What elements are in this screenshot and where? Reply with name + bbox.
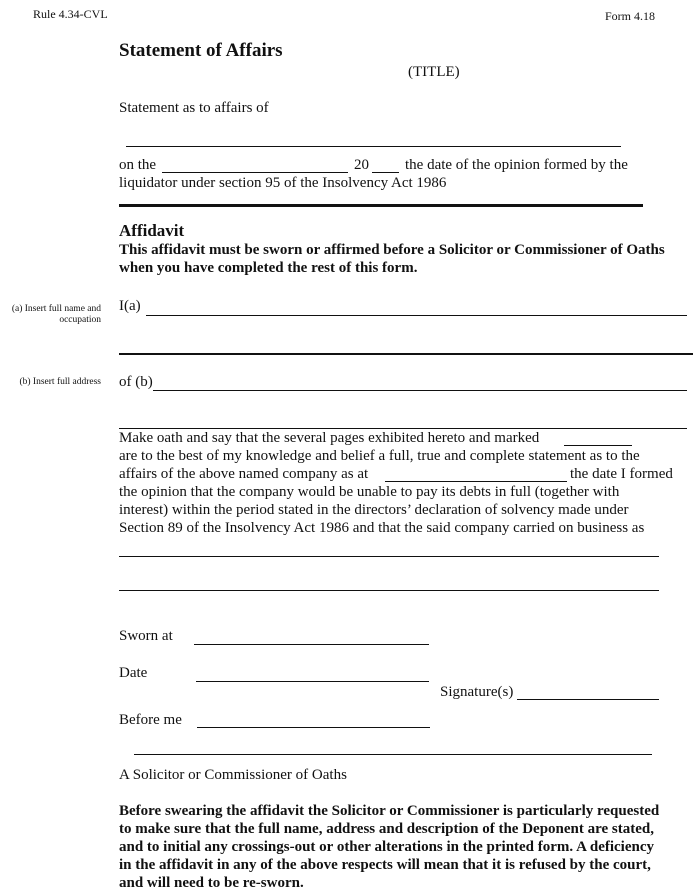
sworn-at-label: Sworn at — [119, 628, 173, 644]
margin-note-b: (b) Insert full address — [19, 377, 101, 387]
form-number: Form 4.18 — [605, 9, 656, 23]
footer-line-3: and to initial any crossings-out or other alterations in the printed form. A deficiency — [119, 839, 654, 855]
before-me-field[interactable] — [197, 713, 430, 728]
oath-line-1: Make oath and say that the several pages exhibited hereto and marked — [119, 430, 540, 446]
footer-line-5: and will need to be re-sworn. — [119, 875, 304, 891]
oath-line-3b: the date I formed — [570, 466, 673, 482]
liquidator-text: liquidator under section 95 of the Insolvency Act 1986 — [119, 175, 447, 191]
commissioner-signature-field[interactable] — [134, 740, 652, 755]
rule-reference: Rule 4.34-CVL — [33, 7, 108, 21]
signature-field[interactable] — [517, 685, 659, 700]
business-field-2[interactable] — [119, 576, 659, 591]
address-label: of (b) — [119, 374, 153, 390]
affidavit-heading: Affidavit — [119, 221, 185, 240]
occupation-line — [119, 353, 693, 355]
date-label: Date — [119, 665, 148, 681]
oath-line-6: Section 89 of the Insolvency Act 1986 and that the said company carried on business as — [119, 520, 645, 536]
name-label: I(a) — [119, 298, 141, 314]
sworn-date-field[interactable] — [196, 667, 429, 682]
exhibit-mark-field[interactable] — [564, 431, 632, 446]
oath-line-4: the opinion that the company would be unable to pay its debts in full (together with — [119, 484, 620, 500]
as-at-date-field[interactable] — [385, 467, 567, 482]
oath-line-3a: affairs of the above named company as at — [119, 466, 369, 482]
oath-line-2: are to the best of my knowledge and belief a full, true and complete statement as to the — [119, 448, 640, 464]
business-field-1[interactable] — [119, 542, 659, 557]
oath-line-5: interest) within the period stated in the directors’ declaration of solvency made under — [119, 502, 629, 518]
on-the-label: on the — [119, 157, 157, 173]
title-placeholder: (TITLE) — [408, 64, 460, 80]
section-divider — [119, 204, 643, 207]
before-me-label: Before me — [119, 712, 182, 728]
statement-label: Statement as to affairs of — [119, 100, 269, 116]
margin-note-a — [2, 304, 101, 326]
company-name-field[interactable] — [126, 132, 621, 147]
date-field[interactable] — [162, 158, 348, 173]
footer-line-1: Before swearing the affidavit the Solicitor or Commissioner is particularly requested — [119, 803, 660, 819]
margin-note-a-line2: occupation — [59, 315, 101, 325]
footer-line-2: to make sure that the full name, address and description of the Deponent are stated, — [119, 821, 654, 837]
sworn-at-field[interactable] — [194, 630, 429, 645]
opinion-date-text: the date of the opinion formed by the — [405, 157, 628, 173]
signature-label: Signature(s) — [440, 684, 514, 700]
address-field[interactable] — [153, 376, 687, 391]
name-field[interactable] — [146, 301, 687, 316]
year-prefix: 20 — [354, 157, 369, 173]
margin-note-a-line1: (a) Insert full name and — [11, 304, 101, 314]
address-field-2[interactable] — [119, 414, 687, 429]
page-title: Statement of Affairs — [119, 40, 283, 61]
footer-line-4: in the affidavit in any of the above respects will mean that it is refused by the court, — [119, 857, 651, 873]
affidavit-instruction-2: when you have completed the rest of this form. — [119, 260, 418, 276]
affidavit-instruction-1: This affidavit must be sworn or affirmed before a Solicitor or Commissioner of Oaths — [119, 242, 665, 258]
commissioner-label: A Solicitor or Commissioner of Oaths — [119, 767, 347, 783]
year-field[interactable] — [372, 158, 399, 173]
